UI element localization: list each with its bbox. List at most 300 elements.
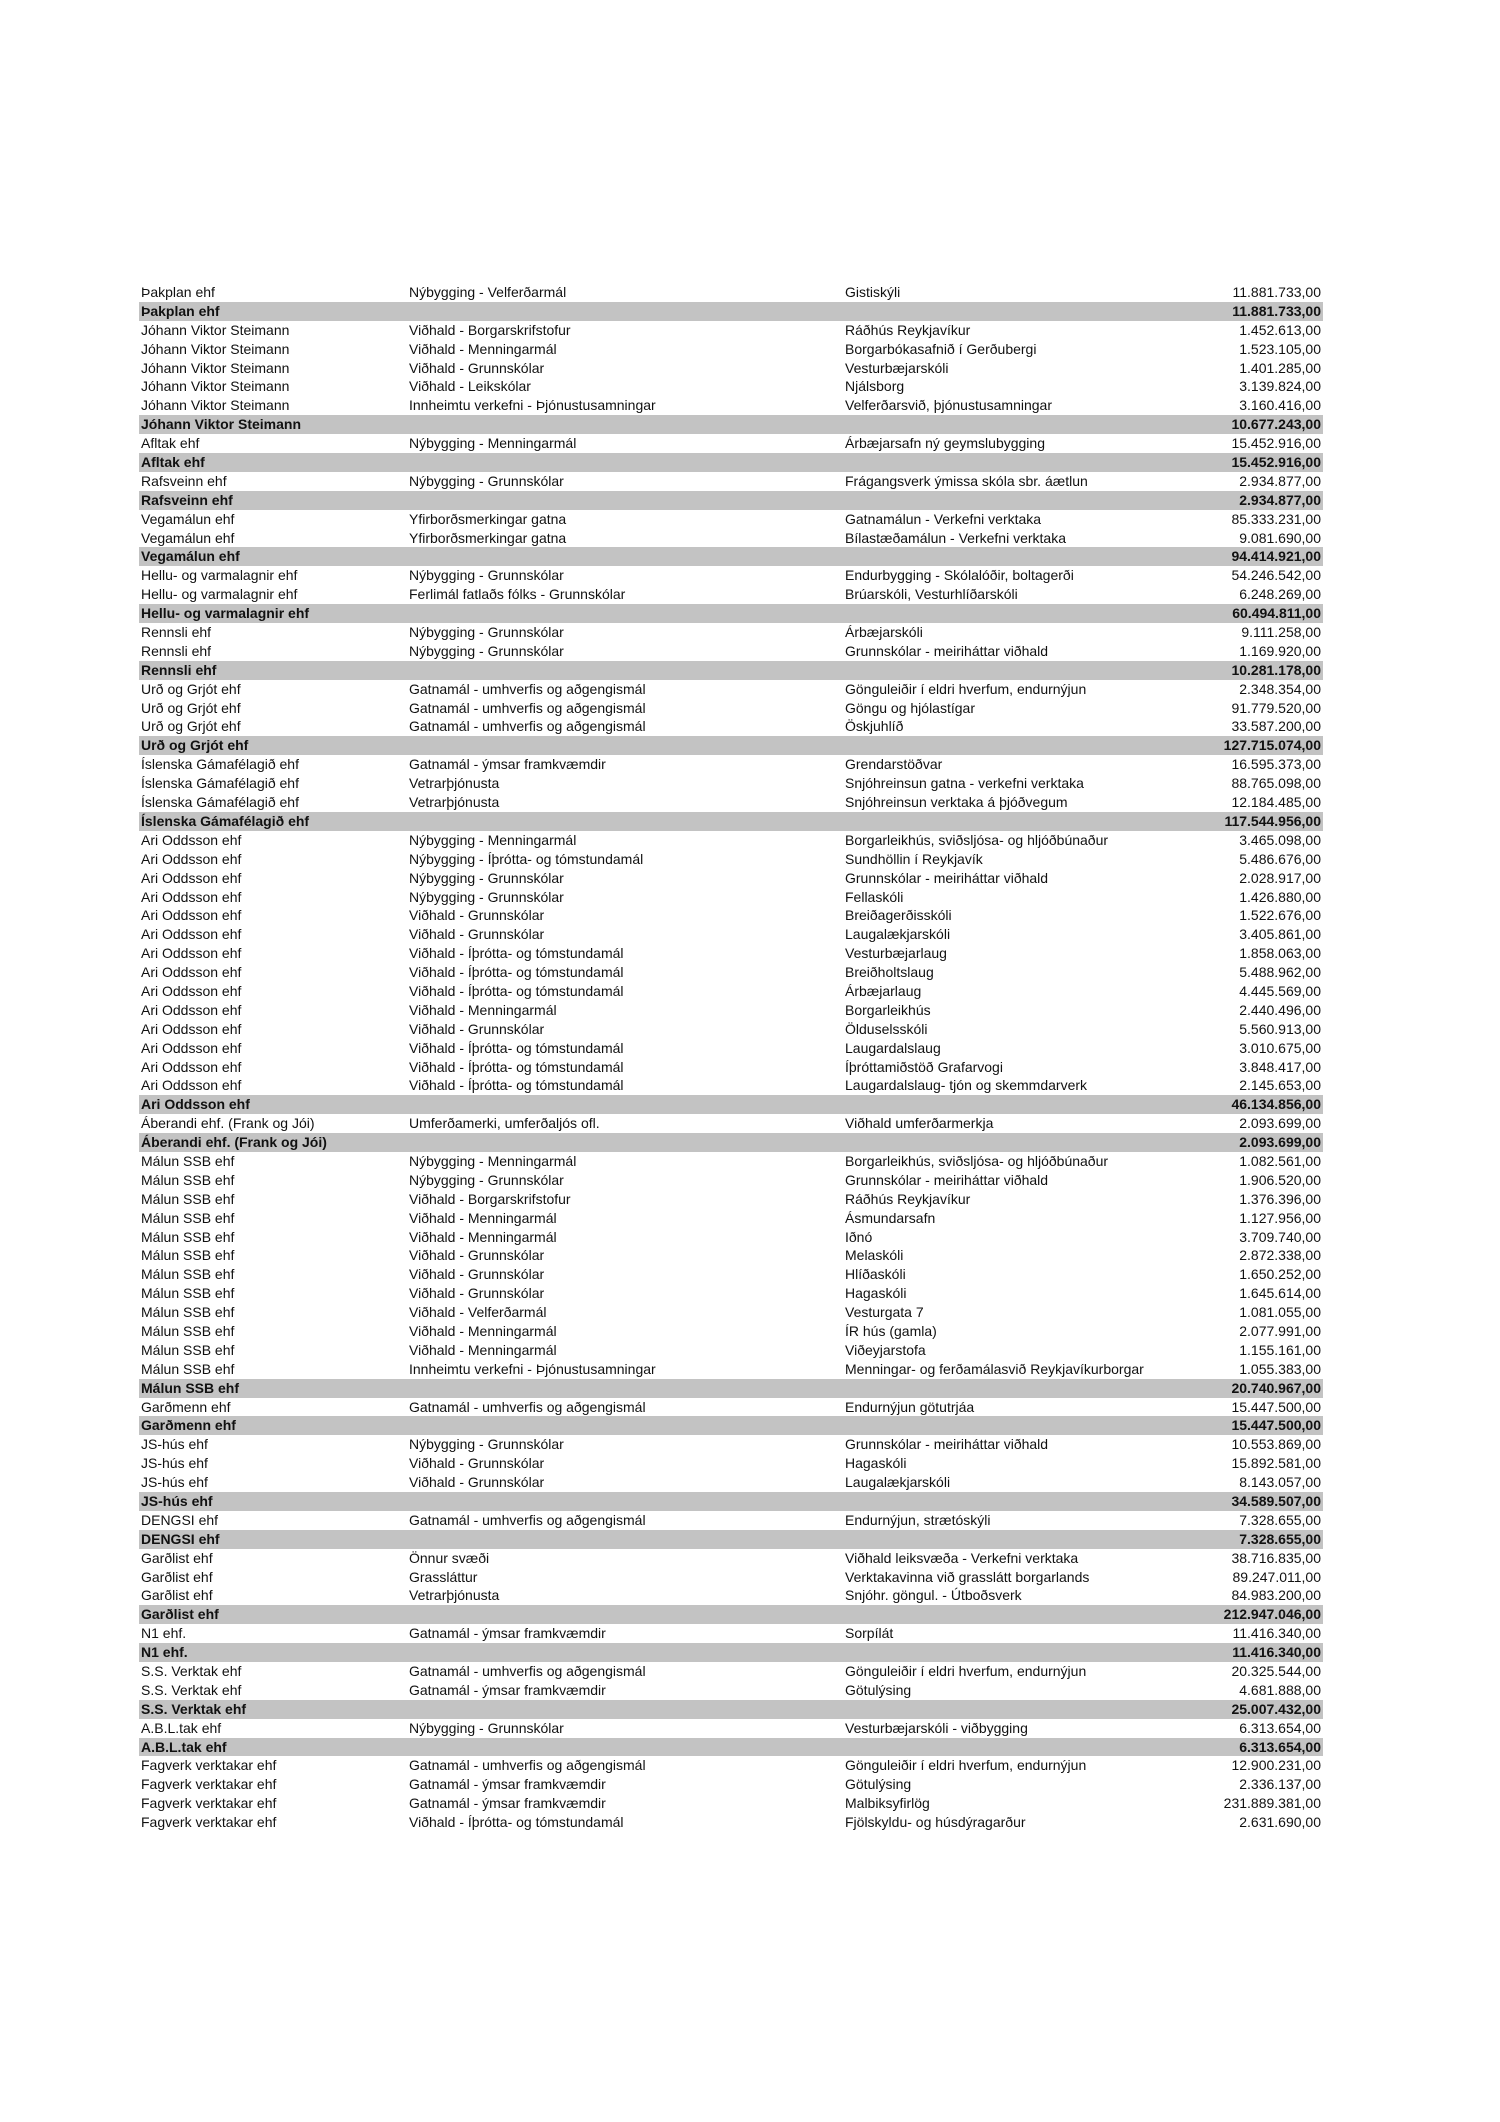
- table-row: [139, 1360, 1323, 1379]
- contractor-cell: Ari Oddsson ehf: [141, 1058, 242, 1075]
- contractor-cell: Urð og Grjót ehf: [141, 699, 241, 716]
- amount-cell: 3.848.417,00: [1239, 1058, 1321, 1075]
- subtotal-row: [139, 415, 1323, 434]
- location-cell: Götulýsing: [845, 1681, 912, 1698]
- amount-cell: 2.440.496,00: [1239, 1001, 1321, 1018]
- subtotal-row: [139, 491, 1323, 510]
- project-cell: Gatnamál - ýmsar framkvæmdir: [409, 1795, 606, 1812]
- contractor-cell: Málun SSB ehf: [141, 1304, 235, 1321]
- project-cell: Viðhald - Grunnskólar: [409, 907, 545, 924]
- project-cell: Viðhald - Íþrótta- og tómstundamál: [409, 1039, 624, 1056]
- subtotal-row: [139, 812, 1323, 831]
- amount-cell: 6.248.269,00: [1239, 586, 1321, 603]
- table-row: [139, 1511, 1323, 1530]
- location-cell: Viðeyjarstofa: [845, 1341, 926, 1358]
- project-cell: Nýbygging - Grunnskólar: [409, 567, 564, 584]
- location-cell: Árbæjarskóli: [845, 624, 923, 641]
- amount-cell: 1.523.105,00: [1239, 340, 1321, 357]
- location-cell: Borgarleikhús, sviðsljósa- og hljóðbúnaður: [845, 1152, 1109, 1169]
- location-cell: Malbiksyfirlög: [845, 1795, 930, 1812]
- location-cell: Gönguleiðir í eldri hverfum, endurnýjun: [845, 1757, 1087, 1774]
- contractor-cell: Ari Oddsson ehf: [141, 869, 242, 886]
- amount-cell: 3.405.861,00: [1239, 926, 1321, 943]
- amount-cell: 6.313.654,00: [1239, 1719, 1321, 1736]
- table-row: [139, 377, 1323, 396]
- amount-cell: 34.589.507,00: [1231, 1493, 1321, 1509]
- table-row: [139, 1114, 1323, 1133]
- project-cell: Gatnamál - umhverfis og aðgengismál: [409, 680, 646, 697]
- table-row: [139, 1398, 1323, 1417]
- contractor-cell: Ari Oddsson ehf: [141, 945, 242, 962]
- location-cell: Snjóhr. göngul. - Útboðsverk: [845, 1587, 1022, 1604]
- contractor-cell: DENGSI ehf: [141, 1530, 220, 1547]
- contractor-cell: Vegamálun ehf: [141, 548, 240, 565]
- contractor-cell: Garðlist ehf: [141, 1549, 213, 1566]
- location-cell: Gistiskýli: [845, 284, 901, 300]
- location-cell: Viðhald umferðarmerkja: [845, 1115, 994, 1132]
- location-cell: Ölduselsskóli: [845, 1020, 928, 1037]
- subtotal-row: [139, 453, 1323, 472]
- table-row: [139, 944, 1323, 963]
- table-row: [139, 1341, 1323, 1360]
- location-cell: Grunnskólar - meiriháttar viðhald: [845, 1171, 1049, 1188]
- project-cell: Gatnamál - ýmsar framkvæmdir: [409, 1625, 606, 1642]
- table-row: [139, 434, 1323, 453]
- contractor-cell: Málun SSB ehf: [141, 1247, 235, 1264]
- contractor-cell: Rennsli ehf: [141, 661, 217, 678]
- project-cell: Gatnamál - umhverfis og aðgengismál: [409, 718, 646, 735]
- contractor-cell: JS-hús ehf: [141, 1474, 208, 1491]
- location-cell: Borgarbókasafnið í Gerðubergi: [845, 340, 1037, 357]
- location-cell: Hagaskóli: [845, 1455, 907, 1472]
- project-cell: Gatnamál - ýmsar framkvæmdir: [409, 756, 606, 773]
- subtotal-row: [139, 1416, 1323, 1435]
- contractor-cell: A.B.L.tak ehf: [141, 1719, 222, 1736]
- contractor-cell: Jóhann Viktor Steimann: [141, 359, 290, 376]
- table-row: [139, 1152, 1323, 1171]
- contractor-cell: Málun SSB ehf: [141, 1379, 240, 1396]
- amount-cell: 60.494.811,00: [1232, 605, 1321, 622]
- amount-cell: 1.426.880,00: [1239, 888, 1321, 905]
- table-row: [139, 1813, 1323, 1832]
- contractor-cell: Fagverk verktakar ehf: [141, 1757, 277, 1774]
- table-row: [139, 699, 1323, 718]
- contractor-cell: JS-hús ehf: [141, 1455, 208, 1472]
- location-cell: Gatnamálun - Verkefni verktaka: [845, 510, 1042, 527]
- amount-cell: 9.111.258,00: [1241, 624, 1321, 641]
- amount-cell: 6.313.654,00: [1239, 1738, 1321, 1755]
- table-row: [139, 1190, 1323, 1209]
- amount-cell: 2.934.877,00: [1239, 472, 1321, 489]
- amount-cell: 1.376.396,00: [1239, 1190, 1321, 1207]
- table-row: [139, 774, 1323, 793]
- contractor-cell: Urð og Grjót ehf: [141, 680, 241, 697]
- location-cell: Borgarleikhús: [845, 1001, 931, 1018]
- amount-cell: 15.447.500,00: [1231, 1398, 1321, 1415]
- project-cell: Viðhald - Grunnskólar: [409, 1285, 545, 1302]
- location-cell: Viðhald leiksvæða - Verkefni verktaka: [845, 1549, 1079, 1566]
- location-cell: Grunnskólar - meiriháttar viðhald: [845, 642, 1049, 659]
- amount-cell: 4.681.888,00: [1239, 1681, 1321, 1698]
- project-cell: Viðhald - Grunnskólar: [409, 1020, 545, 1037]
- location-cell: Íþróttamiðstöð Grafarvogi: [845, 1058, 1003, 1075]
- table-row: [139, 283, 1323, 302]
- table-row: [139, 1303, 1323, 1322]
- amount-cell: 54.246.542,00: [1231, 567, 1321, 584]
- amount-cell: 1.522.676,00: [1239, 907, 1321, 924]
- amount-cell: 91.779.520,00: [1231, 699, 1321, 716]
- contractor-cell: Ari Oddsson ehf: [141, 1096, 250, 1113]
- amount-cell: 11.416.340,00: [1232, 1644, 1321, 1661]
- subtotal-row: [139, 302, 1323, 321]
- location-cell: Vesturbæjarlaug: [845, 945, 947, 962]
- contractor-cell: N1 ehf.: [141, 1644, 188, 1661]
- contractor-cell: Ari Oddsson ehf: [141, 1077, 242, 1094]
- project-cell: Gatnamál - ýmsar framkvæmdir: [409, 1681, 606, 1698]
- contractor-cell: Garðlist ehf: [141, 1568, 213, 1585]
- location-cell: Snjóhreinsun verktaka á þjóðvegum: [845, 794, 1068, 811]
- table-row: [139, 585, 1323, 604]
- table-row: [139, 1549, 1323, 1568]
- contractor-cell: Áberandi ehf. (Frank og Jói): [141, 1115, 315, 1132]
- location-cell: Gönguleiðir í eldri hverfum, endurnýjun: [845, 680, 1087, 697]
- table-row: [139, 1473, 1323, 1492]
- table-row: [139, 869, 1323, 888]
- location-cell: Hagaskóli: [845, 1285, 907, 1302]
- contractor-cell: Garðmenn ehf: [141, 1398, 231, 1415]
- contractor-cell: Urð og Grjót ehf: [141, 718, 241, 735]
- project-cell: Viðhald - Íþrótta- og tómstundamál: [409, 982, 624, 999]
- amount-cell: 89.247.011,00: [1232, 1568, 1321, 1585]
- table-row: [139, 642, 1323, 661]
- amount-cell: 38.716.835,00: [1231, 1549, 1321, 1566]
- contractor-cell: DENGSI ehf: [141, 1511, 219, 1528]
- subtotal-row: [139, 1379, 1323, 1398]
- contractor-cell: Íslenska Gámafélagið ehf: [141, 794, 299, 811]
- contractor-cell: S.S. Verktak ehf: [141, 1681, 242, 1698]
- project-cell: Viðhald - Menningarmál: [409, 1228, 557, 1245]
- amount-cell: 1.082.561,00: [1239, 1152, 1321, 1169]
- project-cell: Grassláttur: [409, 1568, 478, 1585]
- location-cell: Endurnýjun götutrjáa: [845, 1398, 975, 1415]
- subtotal-row: [139, 1530, 1323, 1549]
- table-row: [139, 982, 1323, 1001]
- subtotal-row: [139, 1095, 1323, 1114]
- contractor-cell: Ari Oddsson ehf: [141, 1039, 242, 1056]
- subtotal-row: [139, 1643, 1323, 1662]
- project-cell: Gatnamál - umhverfis og aðgengismál: [409, 699, 646, 716]
- project-cell: Nýbygging - Grunnskólar: [409, 888, 564, 905]
- location-cell: Fjölskyldu- og húsdýragarður: [845, 1814, 1026, 1831]
- project-cell: Viðhald - Leikskólar: [409, 378, 531, 395]
- contractor-cell: Afltak ehf: [141, 454, 205, 471]
- table-row: [139, 340, 1323, 359]
- location-cell: ÍR hús (gamla): [845, 1322, 937, 1339]
- amount-cell: 8.143.057,00: [1239, 1474, 1321, 1491]
- contractor-cell: Málun SSB ehf: [141, 1228, 235, 1245]
- location-cell: Snjóhreinsun gatna - verkefni verktaka: [845, 775, 1084, 792]
- amount-cell: 7.328.655,00: [1239, 1530, 1321, 1547]
- contractor-cell: Þakplan ehf: [141, 284, 215, 300]
- amount-cell: 3.139.824,00: [1239, 378, 1321, 395]
- table-row: [139, 472, 1323, 491]
- contractor-cell: Málun SSB ehf: [141, 1266, 235, 1283]
- table-row: [139, 831, 1323, 850]
- location-cell: Borgarleikhús, sviðsljósa- og hljóðbúnaður: [845, 831, 1109, 848]
- project-cell: Viðhald - Íþrótta- og tómstundamál: [409, 1077, 624, 1094]
- amount-cell: 16.595.373,00: [1231, 756, 1321, 773]
- project-cell: Nýbygging - Grunnskólar: [409, 624, 564, 641]
- location-cell: Breiðholtslaug: [845, 964, 934, 981]
- contractor-cell: Málun SSB ehf: [141, 1209, 235, 1226]
- project-cell: Nýbygging - Grunnskólar: [409, 1171, 564, 1188]
- location-cell: Melaskóli: [845, 1247, 904, 1264]
- location-cell: Vesturbæjarskóli - viðbygging: [845, 1719, 1028, 1736]
- project-cell: Viðhald - Velferðarmál: [409, 1304, 547, 1321]
- contractor-cell: Jóhann Viktor Steimann: [141, 340, 290, 357]
- contractor-cell: Ari Oddsson ehf: [141, 1001, 242, 1018]
- table-row: [139, 1001, 1323, 1020]
- project-cell: Viðhald - Grunnskólar: [409, 1455, 545, 1472]
- table-row: [139, 623, 1323, 642]
- table-row: [139, 1322, 1323, 1341]
- table-row: [139, 566, 1323, 585]
- project-cell: Vetrarþjónusta: [409, 775, 500, 792]
- project-cell: Gatnamál - ýmsar framkvæmdir: [409, 1776, 606, 1793]
- contractor-cell: Urð og Grjót ehf: [141, 737, 249, 754]
- location-cell: Laugardalslaug: [845, 1039, 941, 1056]
- project-cell: Viðhald - Íþrótta- og tómstundamál: [409, 1058, 624, 1075]
- location-cell: Njálsborg: [845, 378, 905, 395]
- amount-cell: 5.560.913,00: [1239, 1020, 1321, 1037]
- table-row: [139, 510, 1323, 529]
- project-cell: Viðhald - Grunnskólar: [409, 1266, 545, 1283]
- amount-cell: 25.007.432,00: [1231, 1700, 1321, 1717]
- amount-cell: 20.740.967,00: [1231, 1379, 1321, 1396]
- project-cell: Vetrarþjónusta: [409, 794, 500, 811]
- table-row: [139, 1681, 1323, 1700]
- project-cell: Viðhald - Menningarmál: [409, 1341, 557, 1358]
- contractor-cell: Rennsli ehf: [141, 624, 212, 641]
- table-row: [139, 1794, 1323, 1813]
- amount-cell: 2.336.137,00: [1239, 1776, 1321, 1793]
- contractor-cell: Jóhann Viktor Steimann: [141, 378, 290, 395]
- table-row: [139, 925, 1323, 944]
- amount-cell: 1.858.063,00: [1239, 945, 1321, 962]
- table-row: [139, 1719, 1323, 1738]
- table-row: [139, 359, 1323, 378]
- amount-cell: 2.093.699,00: [1239, 1134, 1321, 1151]
- table-row: [139, 1586, 1323, 1605]
- table-row: [139, 888, 1323, 907]
- project-cell: Viðhald - Íþrótta- og tómstundamál: [409, 964, 624, 981]
- amount-cell: 1.127.956,00: [1239, 1209, 1321, 1226]
- location-cell: Ásmundarsafn: [845, 1209, 936, 1226]
- amount-cell: 1.645.614,00: [1239, 1285, 1321, 1302]
- project-cell: Önnur svæði: [409, 1549, 490, 1566]
- table-row: [139, 906, 1323, 925]
- table-row: [139, 1624, 1323, 1643]
- subtotal-row: [139, 1700, 1323, 1719]
- contractor-cell: Fagverk verktakar ehf: [141, 1814, 277, 1831]
- table-row: [139, 1435, 1323, 1454]
- amount-cell: 1.452.613,00: [1239, 321, 1321, 338]
- contractor-cell: Ari Oddsson ehf: [141, 982, 242, 999]
- amount-cell: 84.983.200,00: [1231, 1587, 1321, 1604]
- contractor-cell: JS-hús ehf: [141, 1436, 208, 1453]
- project-cell: Viðhald - Borgarskrifstofur: [409, 1190, 571, 1207]
- amount-cell: 15.452.916,00: [1231, 454, 1321, 471]
- subtotal-row: [139, 1492, 1323, 1511]
- contractor-cell: Ari Oddsson ehf: [141, 926, 242, 943]
- contractor-cell: Málun SSB ehf: [141, 1152, 235, 1169]
- amount-cell: 2.093.699,00: [1239, 1115, 1321, 1132]
- table-row: [139, 1662, 1323, 1681]
- location-cell: Breiðagerðisskóli: [845, 907, 952, 924]
- table-row: [139, 793, 1323, 812]
- contractor-cell: Jóhann Viktor Steimann: [141, 416, 301, 433]
- table-row: [139, 1020, 1323, 1039]
- project-cell: Viðhald - Menningarmál: [409, 1322, 557, 1339]
- project-cell: Nýbygging - Velferðarmál: [409, 284, 567, 300]
- project-cell: Nýbygging - Grunnskólar: [409, 1436, 564, 1453]
- contractor-cell: Afltak ehf: [141, 435, 200, 452]
- contractor-cell: Þakplan ehf: [141, 302, 220, 319]
- table-row: [139, 1454, 1323, 1473]
- table-row: [139, 1171, 1323, 1190]
- amount-cell: 117.544.956,00: [1224, 812, 1321, 829]
- location-cell: Brúarskóli, Vesturhlíðarskóli: [845, 586, 1018, 603]
- project-cell: Gatnamál - umhverfis og aðgengismál: [409, 1398, 646, 1415]
- amount-cell: 85.333.231,00: [1231, 510, 1321, 527]
- project-cell: Yfirborðsmerkingar gatna: [409, 510, 567, 527]
- location-cell: Sundhöllin í Reykjavík: [845, 850, 983, 867]
- project-cell: Nýbygging - Grunnskólar: [409, 869, 564, 886]
- contractor-cell: S.S. Verktak ehf: [141, 1663, 242, 1680]
- amount-cell: 127.715.074,00: [1223, 737, 1321, 754]
- table-row: [139, 1058, 1323, 1077]
- amount-cell: 2.934.877,00: [1239, 491, 1321, 508]
- amount-cell: 1.055.383,00: [1239, 1360, 1321, 1377]
- location-cell: Grunnskólar - meiriháttar viðhald: [845, 869, 1049, 886]
- project-cell: Viðhald - Grunnskólar: [409, 1247, 545, 1264]
- project-cell: Yfirborðsmerkingar gatna: [409, 529, 567, 546]
- location-cell: Bílastæðamálun - Verkefni verktaka: [845, 529, 1066, 546]
- contractor-cell: Ari Oddsson ehf: [141, 850, 242, 867]
- table-row: [139, 1039, 1323, 1058]
- amount-cell: 212.947.046,00: [1223, 1606, 1321, 1623]
- amount-cell: 15.892.581,00: [1231, 1455, 1321, 1472]
- project-cell: Nýbygging - Íþrótta- og tómstundamál: [409, 850, 644, 867]
- table-row: [139, 1756, 1323, 1775]
- location-cell: Laugalækjarskóli: [845, 926, 951, 943]
- contractor-cell: N1 ehf.: [141, 1625, 187, 1642]
- project-cell: Viðhald - Borgarskrifstofur: [409, 321, 571, 338]
- table-row: [139, 755, 1323, 774]
- amount-cell: 1.650.252,00: [1239, 1266, 1321, 1283]
- contractor-cell: Garðlist ehf: [141, 1587, 213, 1604]
- table-row: [139, 680, 1323, 699]
- location-cell: Árbæjarlaug: [845, 982, 922, 999]
- table-row: [139, 1284, 1323, 1303]
- table-row: [139, 1076, 1323, 1095]
- contractor-cell: Ari Oddsson ehf: [141, 964, 242, 981]
- contractor-cell: Garðmenn ehf: [141, 1417, 236, 1434]
- contractor-cell: Vegamálun ehf: [141, 510, 235, 527]
- subtotal-row: [139, 1605, 1323, 1624]
- project-cell: Viðhald - Menningarmál: [409, 1001, 557, 1018]
- location-cell: Vesturbæjarskóli: [845, 359, 949, 376]
- contractor-cell: Hellu- og varmalagnir ehf: [141, 567, 298, 584]
- subtotal-row: [139, 604, 1323, 623]
- contractor-cell: Málun SSB ehf: [141, 1171, 235, 1188]
- project-cell: Nýbygging - Menningarmál: [409, 1152, 577, 1169]
- project-cell: Gatnamál - umhverfis og aðgengismál: [409, 1511, 646, 1528]
- location-cell: Götulýsing: [845, 1776, 912, 1793]
- contractor-cell: Fagverk verktakar ehf: [141, 1795, 277, 1812]
- amount-cell: 11.416.340,00: [1232, 1625, 1321, 1642]
- contractor-cell: Áberandi ehf. (Frank og Jói): [141, 1134, 327, 1151]
- amount-cell: 10.281.178,00: [1231, 661, 1321, 678]
- amount-cell: 1.081.055,00: [1239, 1304, 1321, 1321]
- project-cell: Viðhald - Menningarmál: [409, 340, 557, 357]
- project-cell: Innheimtu verkefni - Þjónustusamningar: [409, 1360, 656, 1377]
- project-cell: Nýbygging - Menningarmál: [409, 831, 577, 848]
- amount-cell: 3.465.098,00: [1239, 831, 1321, 848]
- contractor-cell: Málun SSB ehf: [141, 1360, 235, 1377]
- subtotal-row: [139, 661, 1323, 680]
- project-cell: Viðhald - Grunnskólar: [409, 1474, 545, 1491]
- amount-cell: 4.445.569,00: [1239, 982, 1321, 999]
- contractor-cell: Ari Oddsson ehf: [141, 907, 242, 924]
- project-cell: Umferðamerki, umferðaljós ofl.: [409, 1115, 600, 1132]
- contractor-payments-table: [139, 283, 1323, 1832]
- amount-cell: 88.765.098,00: [1231, 775, 1321, 792]
- project-cell: Viðhald - Menningarmál: [409, 1209, 557, 1226]
- location-cell: Velferðarsvið, þjónustusamningar: [845, 397, 1053, 414]
- location-cell: Sorpílát: [845, 1625, 894, 1642]
- amount-cell: 3.010.675,00: [1239, 1039, 1321, 1056]
- table-row: [139, 396, 1323, 415]
- amount-cell: 1.169.920,00: [1239, 642, 1321, 659]
- location-cell: Hlíðaskóli: [845, 1266, 906, 1283]
- amount-cell: 7.328.655,00: [1239, 1511, 1321, 1528]
- project-cell: Nýbygging - Grunnskólar: [409, 472, 564, 489]
- amount-cell: 10.553.869,00: [1231, 1436, 1321, 1453]
- project-cell: Nýbygging - Menningarmál: [409, 435, 577, 452]
- table-row: [139, 529, 1323, 548]
- contractor-cell: Ari Oddsson ehf: [141, 1020, 242, 1037]
- location-cell: Endurbygging - Skólalóðir, boltagerði: [845, 567, 1074, 584]
- contractor-cell: Íslenska Gámafélagið ehf: [141, 812, 310, 829]
- location-cell: Grendarstöðvar: [845, 756, 943, 773]
- project-cell: Gatnamál - umhverfis og aðgengismál: [409, 1663, 646, 1680]
- location-cell: Ráðhús Reykjavíkur: [845, 1190, 971, 1207]
- project-cell: Nýbygging - Grunnskólar: [409, 1719, 564, 1736]
- project-cell: Viðhald - Grunnskólar: [409, 359, 545, 376]
- location-cell: Ráðhús Reykjavíkur: [845, 321, 971, 338]
- amount-cell: 10.677.243,00: [1231, 416, 1321, 433]
- project-cell: Gatnamál - umhverfis og aðgengismál: [409, 1757, 646, 1774]
- location-cell: Göngu og hjólastígar: [845, 699, 975, 716]
- amount-cell: 2.077.991,00: [1239, 1322, 1321, 1339]
- contractor-cell: A.B.L.tak ehf: [141, 1738, 227, 1755]
- amount-cell: 94.414.921,00: [1231, 548, 1321, 565]
- contractor-cell: Ari Oddsson ehf: [141, 831, 242, 848]
- contractor-cell: Málun SSB ehf: [141, 1322, 235, 1339]
- location-cell: Gönguleiðir í eldri hverfum, endurnýjun: [845, 1663, 1087, 1680]
- location-cell: Frágangsverk ýmissa skóla sbr. áætlun: [845, 472, 1088, 489]
